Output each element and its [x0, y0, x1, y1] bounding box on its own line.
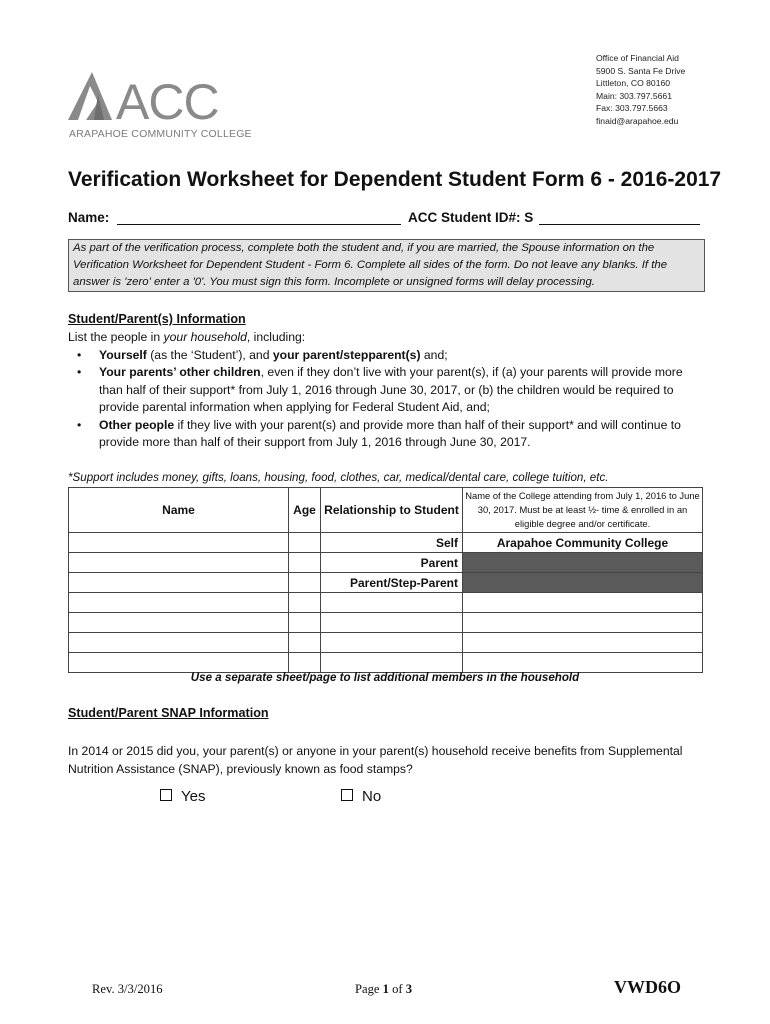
intro-em: your household: [163, 330, 247, 344]
college-cell[interactable]: [463, 653, 703, 673]
office-address: [596, 52, 685, 128]
relationship-cell: Parent: [321, 553, 463, 573]
snap-no-option[interactable]: [341, 788, 381, 805]
age-cell[interactable]: [289, 533, 321, 553]
office-line: finaid@arapahoe.edu: [596, 115, 679, 126]
col-header-age: Age: [289, 488, 321, 533]
col-header-college: Name of the College attending from July 1, 2016 to June 30, 2017. Must be at least ½- time & enrolled in an eligible degree and/or certificate.: [463, 488, 703, 533]
instructions-box: [68, 239, 705, 292]
snap-yes-option[interactable]: [160, 788, 205, 805]
bullet-text: and;: [420, 347, 448, 362]
mountain-icon: [68, 72, 112, 120]
page-current: 1: [382, 982, 389, 996]
name-id-row: [68, 210, 109, 225]
table-row: [69, 553, 703, 573]
intro-suffix: , including:: [246, 330, 306, 344]
office-line: Fax: 303.797.5663: [596, 103, 668, 114]
relationship-cell[interactable]: [321, 613, 463, 633]
table-header-row: [69, 488, 703, 533]
bullet-text: (as the ‘Student’), and: [146, 347, 273, 362]
col-header-relationship: Relationship to Student: [321, 488, 463, 533]
college-cell: Arapahoe Community College: [463, 533, 703, 553]
name-cell[interactable]: [69, 553, 289, 573]
name-cell[interactable]: [69, 613, 289, 633]
snap-heading: Student/Parent SNAP Information: [68, 706, 269, 720]
office-line: Littleton, CO 80160: [596, 78, 671, 89]
relationship-cell[interactable]: [321, 593, 463, 613]
office-line: Main: 303.797.5661: [596, 90, 672, 101]
bullet-bold: Yourself: [99, 347, 147, 362]
page-prefix: Page: [355, 982, 383, 996]
support-note: *Support includes money, gifts, loans, housing, food, clothes, car, medical/dental care, college tuition, etc.: [68, 471, 609, 484]
college-cell-shaded: [463, 573, 703, 593]
revision-date: Rev. 3/3/2016: [92, 982, 163, 996]
no-checkbox[interactable]: [341, 789, 353, 801]
bullet-bold: Your parents’ other children: [99, 365, 261, 379]
bullet-bold: your parent/stepparent(s): [272, 347, 421, 362]
age-cell[interactable]: [289, 633, 321, 653]
logo-subtitle: ARAPAHOE COMMUNITY COLLEGE: [69, 128, 252, 140]
bullet-item: [68, 347, 708, 365]
table-row: [69, 593, 703, 613]
college-cell[interactable]: [463, 613, 703, 633]
student-id-label: ACC Student ID#: S: [408, 210, 534, 225]
office-line: 5900 S. Santa Fe Drive: [596, 65, 686, 76]
office-line: Office of Financial Aid: [596, 53, 679, 63]
intro-line: [68, 329, 708, 347]
logo-wordmark: ACC: [116, 74, 219, 130]
separate-sheet-note: Use a separate sheet/page to list additional members in the household: [190, 671, 580, 684]
relationship-cell: Self: [321, 533, 463, 553]
college-cell-shaded: [463, 553, 703, 573]
name-cell[interactable]: [69, 533, 289, 553]
page-title: Verification Worksheet for Dependent Student Form 6 - 2016-2017: [68, 168, 722, 191]
college-cell[interactable]: [463, 633, 703, 653]
college-cell[interactable]: [463, 593, 703, 613]
snap-question: In 2014 or 2015 did you, your parent(s) or anyone in your parent(s) household receive benefits from Supplemental Nutrition Assistance (SNAP), previously known as food stamps?: [68, 744, 683, 776]
bullet-item: [68, 364, 708, 417]
bullet-bold: Other people: [99, 417, 175, 432]
intro-prefix: List the people in: [68, 330, 164, 344]
household-heading: Student/Parent(s) Information: [68, 312, 246, 326]
age-cell[interactable]: [289, 573, 321, 593]
name-cell[interactable]: [69, 593, 289, 613]
no-label: No: [362, 788, 382, 805]
household-table: [68, 487, 703, 673]
age-cell[interactable]: [289, 553, 321, 573]
page-total: 3: [405, 982, 413, 996]
age-cell[interactable]: [289, 653, 321, 673]
table-row: [69, 573, 703, 593]
table-row: [69, 533, 703, 553]
relationship-cell[interactable]: [321, 653, 463, 673]
instructions-text: As part of the verification process, complete both the student and, if you are married, the Spouse information on the Verification Worksheet for Dependent Student - Form 6. Complete all sides of the form. Do not leave any blanks. If the answer is 'zero' enter a '0'. You must sign this form. Incomplete or unsigned forms will delay processing.: [73, 242, 668, 288]
age-cell[interactable]: [289, 613, 321, 633]
household-bullets: [68, 347, 708, 452]
age-cell[interactable]: [289, 593, 321, 613]
yes-label: Yes: [181, 788, 206, 805]
name-label: Name:: [68, 210, 110, 225]
relationship-cell: Parent/Step-Parent: [321, 573, 463, 593]
table-row: [69, 653, 703, 673]
table-row: [69, 613, 703, 633]
relationship-cell[interactable]: [321, 633, 463, 653]
bullet-item: [68, 417, 708, 452]
name-field[interactable]: [117, 224, 401, 225]
name-cell[interactable]: [69, 573, 289, 593]
bullet-text: , even if they don’t live with your parent(s), if (a) your parents will provide more than half of their support* from July 1, 2016 through June 30, 2017, or (b) the children would be required to provide parental information when applying for Federal Student Aid, and;: [99, 365, 683, 414]
name-cell[interactable]: [69, 653, 289, 673]
page-of: of: [388, 982, 406, 996]
bullet-text: if they live with your parent(s) and provide more than half of their support* and will continue to provide more than half of their support from July 1, 2016 through June 30, 2017.: [99, 417, 681, 449]
name-cell[interactable]: [69, 633, 289, 653]
household-intro: [68, 329, 708, 452]
col-header-name: Name: [69, 488, 289, 533]
student-id-field[interactable]: [539, 224, 700, 225]
table-row: [69, 633, 703, 653]
yes-checkbox[interactable]: [160, 789, 172, 801]
form-code: VWD6O: [614, 977, 681, 997]
page-number: [355, 982, 412, 997]
